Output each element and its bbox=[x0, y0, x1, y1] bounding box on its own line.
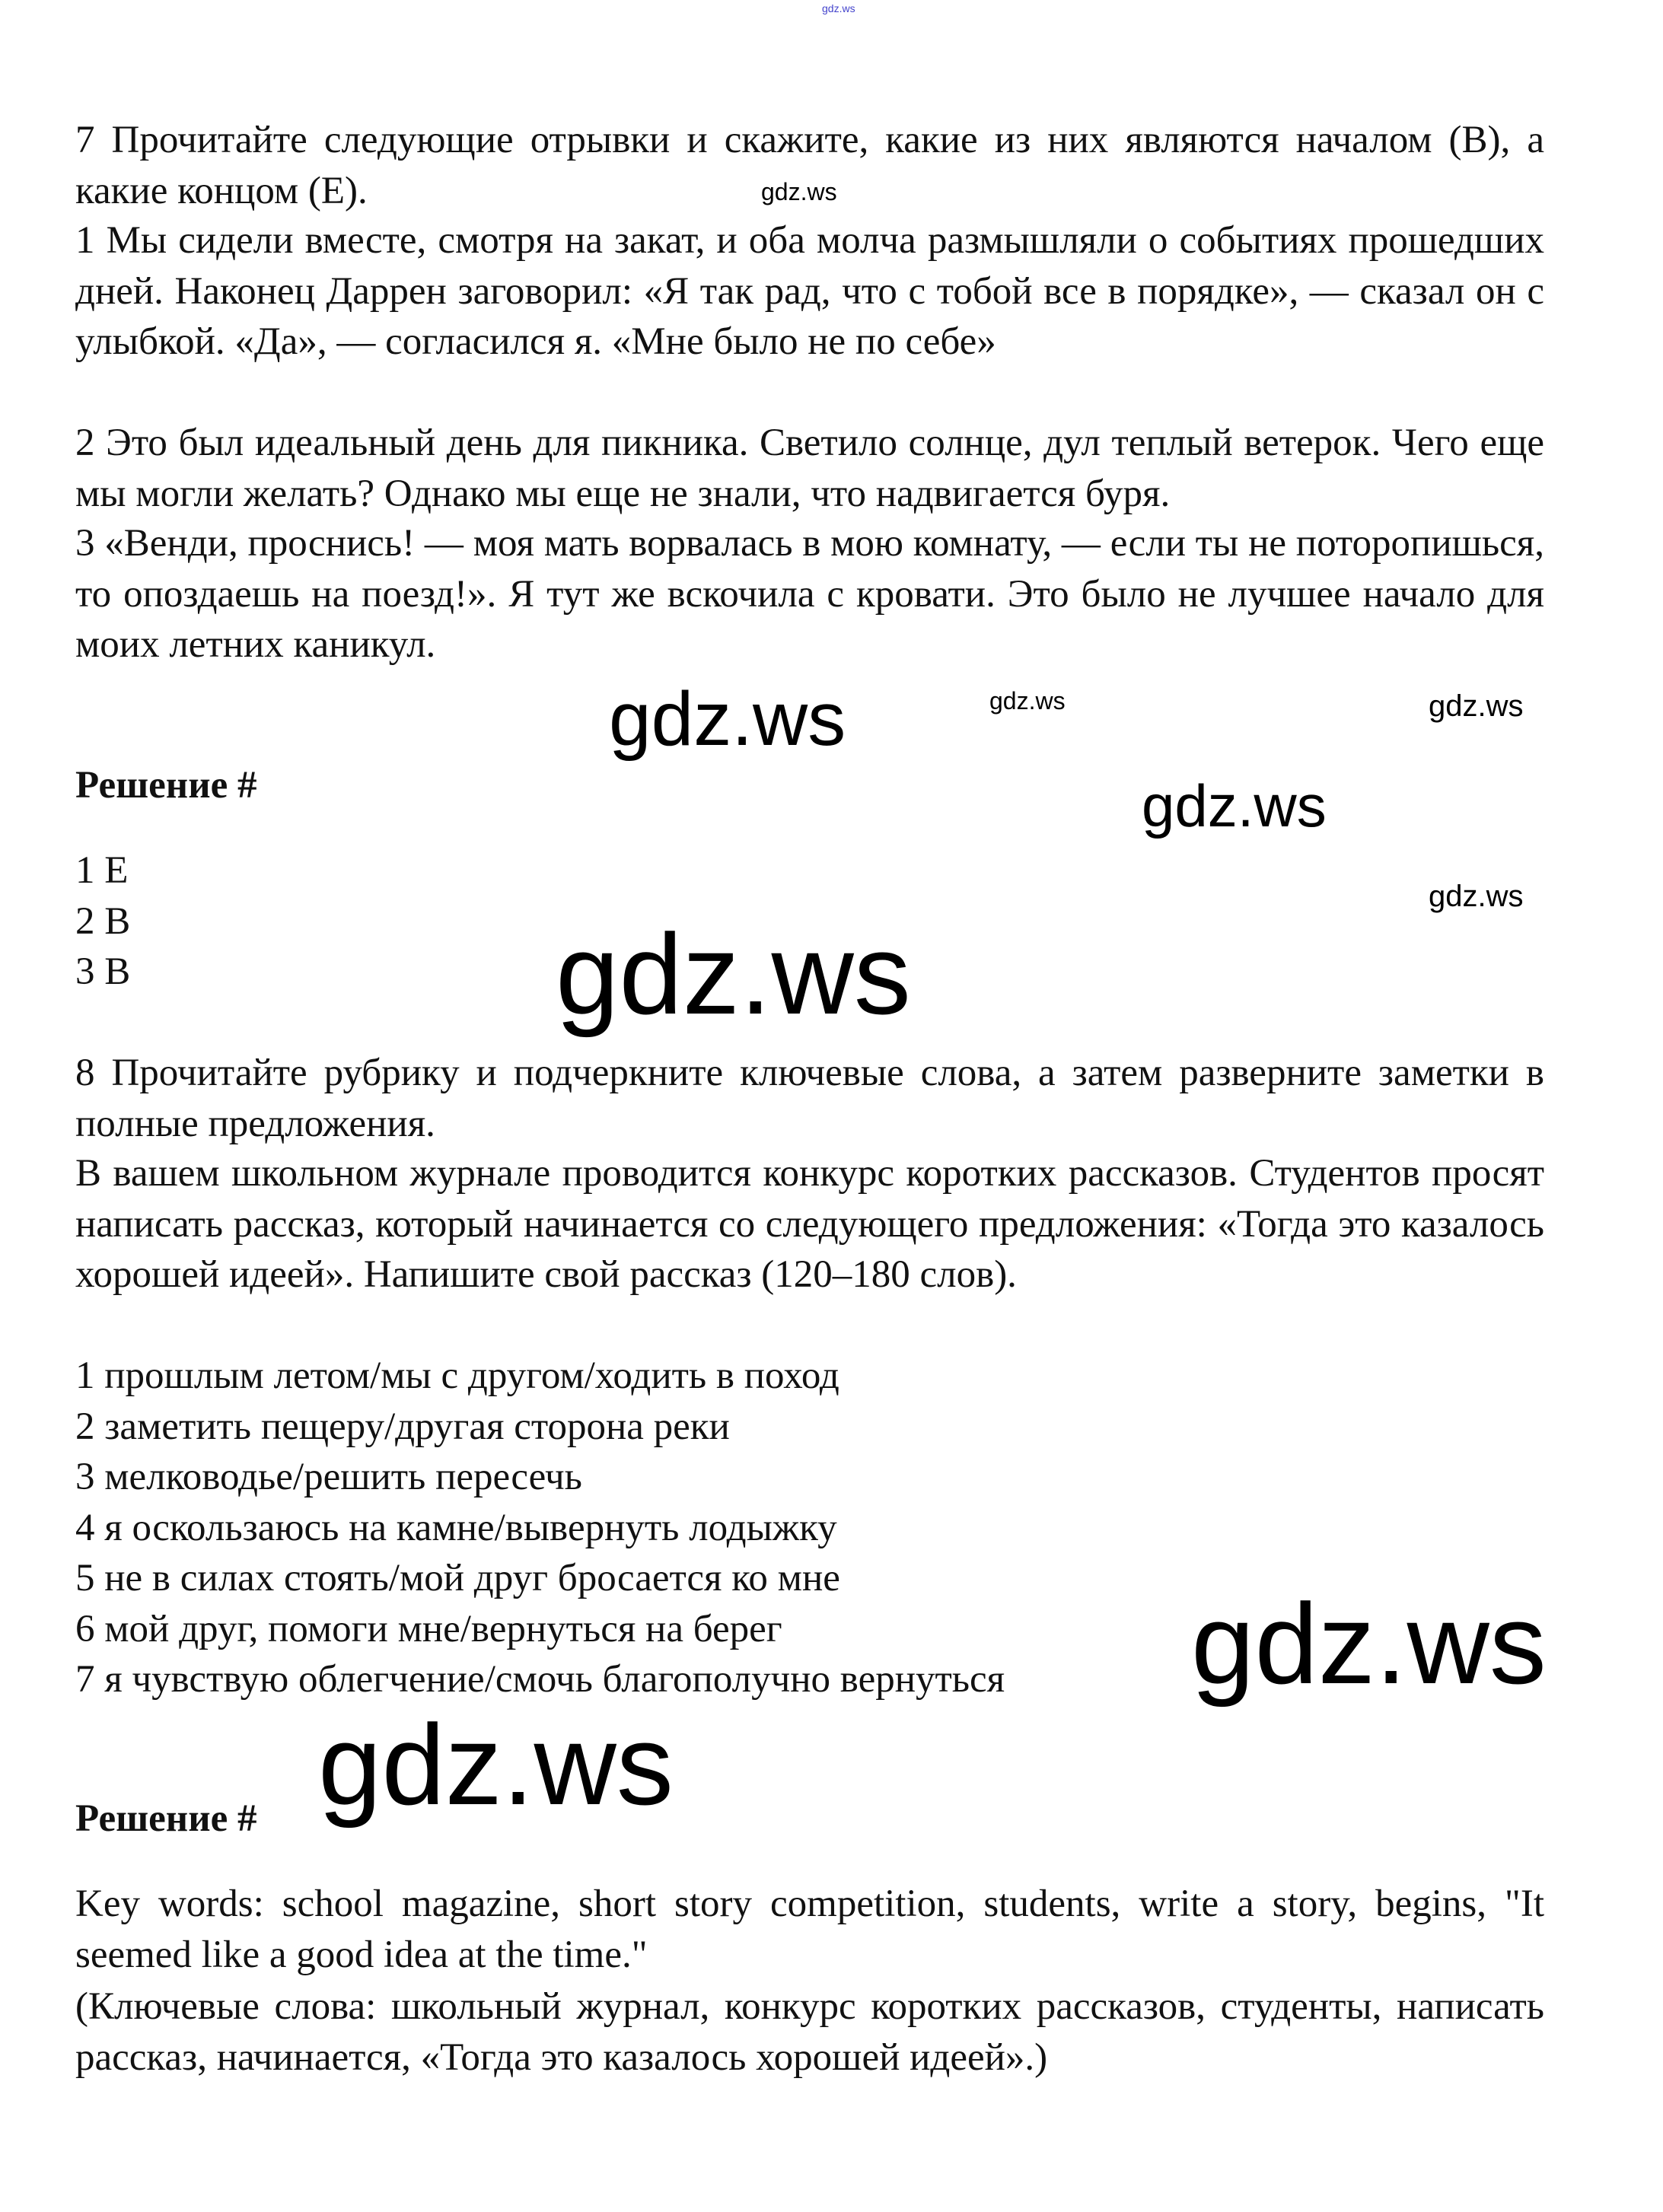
task8-title: 8 Прочитайте рубрику и подчеркните ключевые слова, а затем разверните заметки в полные предложения. bbox=[75, 1052, 1544, 1145]
watermark: gdz.ws bbox=[1191, 1580, 1547, 1708]
watermark: gdz.ws bbox=[989, 687, 1066, 715]
task7-passage-2: 2 Это был идеальный день для пикника. Светило солнце, дул теплый ветерок. Чего еще мы могли желать? Однако мы еще не знали, что надвигается буря. bbox=[75, 422, 1544, 515]
answer-item: 3 B bbox=[75, 950, 131, 993]
task7-passage-3: 3 «Венди, проснись! — моя мать ворвалась в мою комнату, — если ты не поторопишься, то опоздаешь на поезд!». Я тут же вскочила с кровати. Это было не лучшее начало для моих летних каникул. bbox=[75, 522, 1544, 666]
task7-passage-1: 1 Мы сидели вместе, смотря на закат, и оба молча размышляли о событиях прошедших дней. Наконец Даррен заговорил: «Я так рад, что с тобой все в порядке», — сказал он с улыбкой. «Да», — согласился я. «Мне было не по себе» bbox=[75, 219, 1544, 363]
note-item: 7 я чувствую облегчение/смочь благополучно вернуться bbox=[75, 1658, 1005, 1701]
watermark: gdz.ws bbox=[1429, 689, 1524, 723]
task7-title: 7 Прочитайте следующие отрывки и скажите, какие из них являются началом (B), а какие концом (E). bbox=[75, 119, 1544, 212]
task8-rubric: В вашем школьном журнале проводится конкурс коротких рассказов. Студентов просят написать рассказ, который начинается со следующего предложения: «Тогда это казалось хорошей идеей». Напишите свой рассказ (120–180 слов). bbox=[75, 1152, 1544, 1296]
answer-item: 2 B bbox=[75, 899, 131, 943]
note-item: 1 прошлым летом/мы с другом/ходить в поход bbox=[75, 1354, 839, 1397]
watermark: gdz.ws bbox=[556, 910, 911, 1038]
task7-solution-heading: Решение # bbox=[75, 764, 257, 807]
note-item: 3 мелководье/решить пересечь bbox=[75, 1456, 582, 1498]
watermark: gdz.ws bbox=[1142, 772, 1327, 839]
answer-item: 1 E bbox=[75, 849, 129, 892]
note-item: 4 я оскользаюсь на камне/вывернуть лодыжку bbox=[75, 1506, 837, 1549]
task8-solution-heading: Решение # bbox=[75, 1797, 257, 1840]
key-words-en: Key words: school magazine, short story competition, students, write a story, begins, "It seemed like a good idea at the time." bbox=[75, 1883, 1544, 1976]
watermark: gdz.ws bbox=[761, 178, 837, 205]
note-item: 6 мой друг, помоги мне/вернуться на берег bbox=[75, 1607, 782, 1650]
watermark: gdz.ws bbox=[318, 1701, 674, 1828]
note-item: 5 не в силах стоять/мой друг бросается ко мне bbox=[75, 1557, 840, 1599]
watermark: gdz.ws bbox=[1429, 880, 1524, 913]
header-watermark: gdz.ws bbox=[822, 2, 855, 14]
note-item: 2 заметить пещеру/другая сторона реки bbox=[75, 1405, 730, 1448]
task7-answers bbox=[75, 845, 130, 998]
watermark: gdz.ws bbox=[609, 676, 846, 762]
key-words-ru: (Ключевые слова: школьный журнал, конкурс коротких рассказов, студенты, написать рассказ, начинается, «Тогда это казалось хорошей идеей».) bbox=[75, 1985, 1544, 2079]
task8-notes bbox=[75, 1351, 1005, 1705]
